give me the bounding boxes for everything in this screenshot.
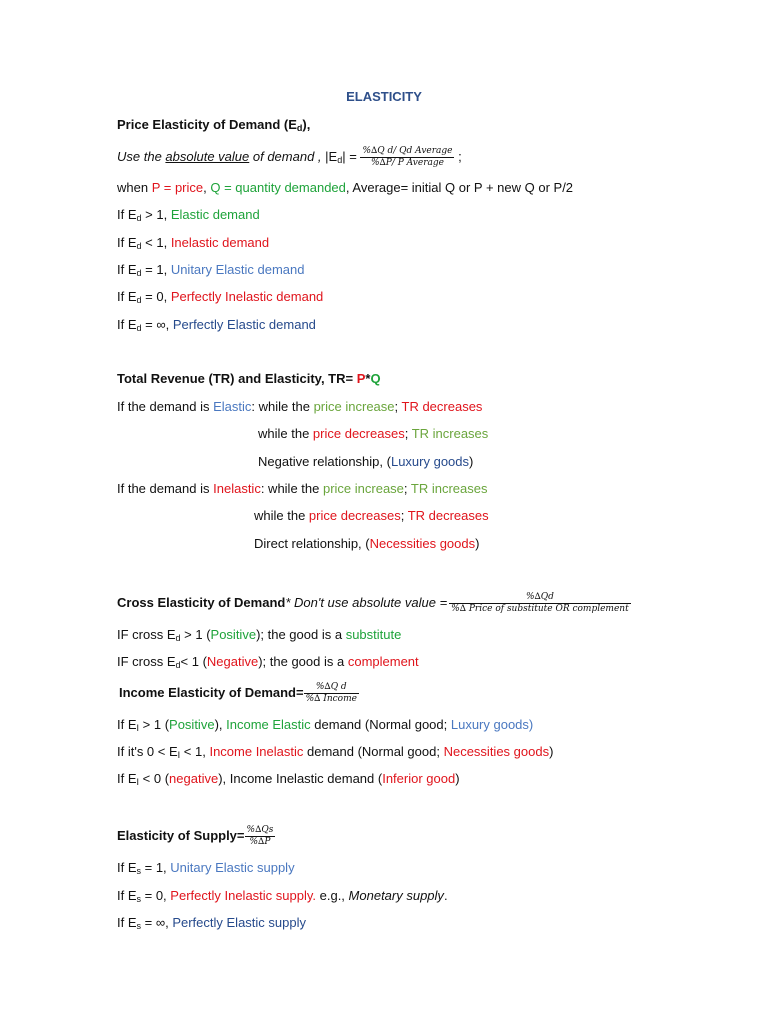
supply-rule-perfectly-inelastic: If $E_s = 0$, Perfectly Inelastic supply. e.g., Monetary supply.: [117, 888, 448, 904]
ped-fraction: $\frac{\text{\%∆Q d/ Qd Average}}{\text{\%∆P/ P Average}}$: [362, 146, 453, 168]
tr-heading: Total Revenue (TR) and Elasticity, TR= P*Q: [117, 371, 381, 386]
income-fraction: $\frac{\text{\%∆Q d}}{\text{\%∆ Income}}$: [305, 682, 357, 704]
supply-heading-line: Elasticity of Supply= $\frac{\%\Delta Qs}{\%\Delta P}$: [117, 825, 274, 847]
cross-rule-positive: IF cross $E_d > 1$ (Positive); the good is a substitute: [117, 627, 402, 643]
supply-rule-perfectly-elastic: If $E_s$ = ∞, Perfectly Elastic supply: [117, 915, 306, 931]
page-title: ELASTICITY: [346, 89, 422, 104]
ped-rule: If $E_d$ = ∞, Perfectly Elastic demand: [117, 317, 316, 333]
tr-inelastic-line-2: while the price decreases; TR decreases: [254, 508, 489, 523]
supply-fraction: $\frac{\%\Delta Qs}{\%\Delta P}$: [246, 825, 274, 847]
tr-elastic-line: If the demand is Elastic: while the price increase; TR decreases: [117, 399, 483, 414]
income-rule-inelastic: If it's $0 < E_I < 1$, Income Inelastic demand (Normal good; Necessities goods): [117, 744, 554, 760]
supply-rule-unitary: If $E_s = 1$, Unitary Elastic supply: [117, 860, 295, 876]
ped-definitions: when P = price, Q = quantity demanded, Average= initial Q or P + new Q or P/2: [117, 180, 574, 195]
tr-inelastic-line: If the demand is Inelastic: while the price increase; TR increases: [117, 481, 488, 496]
income-rule-inferior: If $E_I < 0$ (negative), Income Inelastic demand (Inferior good): [117, 771, 460, 787]
tr-negative-relationship: Negative relationship, (Luxury goods): [258, 454, 474, 469]
cross-heading-line: Cross Elasticity of Demand* Don't use absolute value = $\frac{\%\Delta Qd}{\text{\%∆ Price of substitute OR complement}}$: [117, 592, 629, 614]
tr-elastic-line-2: while the price decreases; TR increases: [258, 426, 489, 441]
cross-rule-negative: IF cross $E_d< 1$ (Negative); the good is a complement: [117, 654, 419, 670]
ped-rule: If $E_d > 1$, Elastic demand: [117, 207, 260, 223]
ped-rule: If $E_d < 1$, Inelastic demand: [117, 235, 270, 251]
income-rule-elastic: If $E_I > 1$ (Positive), Income Elastic demand (Normal good; Luxury goods): [117, 717, 534, 733]
ped-formula-line: Use the absolute value of demand , $|E_d|$ = $\frac{\text{\%∆Q d/ Qd Average}}{\text{\%∆P/ P Average}}$ ;: [117, 146, 462, 168]
ped-rule: If $E_d = 1$, Unitary Elastic demand: [117, 262, 305, 278]
tr-direct-relationship: Direct relationship, (Necessities goods): [254, 536, 480, 551]
ped-heading: Price Elasticity of Demand $(E_d)$,: [117, 117, 311, 133]
cross-fraction: $\frac{\%\Delta Qd}{\text{\%∆ Price of substitute OR complement}}$: [451, 592, 629, 614]
ped-rule: If $E_d = 0$, Perfectly Inelastic demand: [117, 289, 324, 305]
income-heading-line: Income Elasticity of Demand= $\frac{\text{\%∆Q d}}{\text{\%∆ Income}}$: [119, 682, 357, 704]
